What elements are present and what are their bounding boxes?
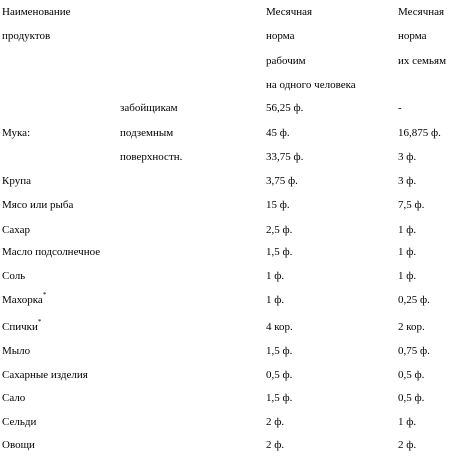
worker-norm-value: 1 ф. [266,270,285,282]
family-norm-value: 1 ф. [398,246,417,258]
header-family-norm-line3: их семьям [398,55,447,67]
family-norm-value: 0,25 ф. [398,294,430,306]
footnote-mark: * [37,318,42,327]
flour-family-value: 16,875 ф. [398,127,441,139]
product-name: Овощи [2,439,35,451]
worker-norm-value: 1 ф. [266,294,285,306]
header-worker-norm-line1: Месячная [266,6,313,18]
flour-norm-value: 33,75 ф. [266,151,304,163]
header-product-name-line1: Наименование [2,6,71,18]
family-norm-value: 2 ф. [398,439,417,451]
worker-norm-value: 3,75 ф. [266,175,298,187]
flour-sub-label: подземным [120,127,174,139]
worker-norm-value: 2,5 ф. [266,224,293,236]
family-norm-value: 0,75 ф. [398,345,430,357]
product-name: Сахар [2,224,30,236]
family-norm-value: 0,5 ф. [398,392,425,404]
worker-norm-value: 1,5 ф. [266,246,293,258]
product-name: Сахарные изделия [2,369,88,381]
product-name: Спички* [2,318,42,333]
worker-norm-value: 4 кор. [266,321,293,333]
flour-sub-label: поверхностн. [120,151,183,163]
header-worker-norm-line3: рабочим [266,55,306,67]
header-product-name-line2: продуктов [2,30,51,42]
family-norm-value: 1 ф. [398,416,417,428]
family-norm-value: 3 ф. [398,175,417,187]
worker-norm-value: 1,5 ф. [266,345,293,357]
worker-norm-value: 2 ф. [266,416,285,428]
flour-norm-value: 45 ф. [266,127,290,139]
worker-norm-value: 1,5 ф. [266,392,293,404]
worker-norm-value: 0,5 ф. [266,369,293,381]
product-name: Масло подсолнечное [2,246,101,258]
family-norm-value: 2 кор. [398,321,425,333]
flour-sub-label: забойщикам [120,102,178,114]
worker-norm-value: 15 ф. [266,199,290,211]
product-name: Соль [2,270,26,282]
header-worker-norm-line4: на одного человека [266,79,356,91]
product-name: Крупа [2,175,31,187]
flour-family-value: - [398,102,402,114]
flour-name: Мука: [2,127,31,139]
flour-norm-value: 56,25 ф. [266,102,304,114]
flour-family-value: 3 ф. [398,151,417,163]
header-family-norm-line1: Месячная [398,6,445,18]
header-family-norm-line2: норма [398,30,427,42]
product-name: Махорка* [2,291,47,306]
product-name: Сельди [2,416,37,428]
family-norm-value: 0,5 ф. [398,369,425,381]
product-name: Сало [2,392,26,404]
footnote-mark: * [42,291,47,300]
family-norm-value: 7,5 ф. [398,199,425,211]
family-norm-value: 1 ф. [398,224,417,236]
family-norm-value: 1 ф. [398,270,417,282]
worker-norm-value: 2 ф. [266,439,285,451]
product-name: Мясо или рыба [2,199,74,211]
product-name: Мыло [2,345,31,357]
header-worker-norm-line2: норма [266,30,295,42]
